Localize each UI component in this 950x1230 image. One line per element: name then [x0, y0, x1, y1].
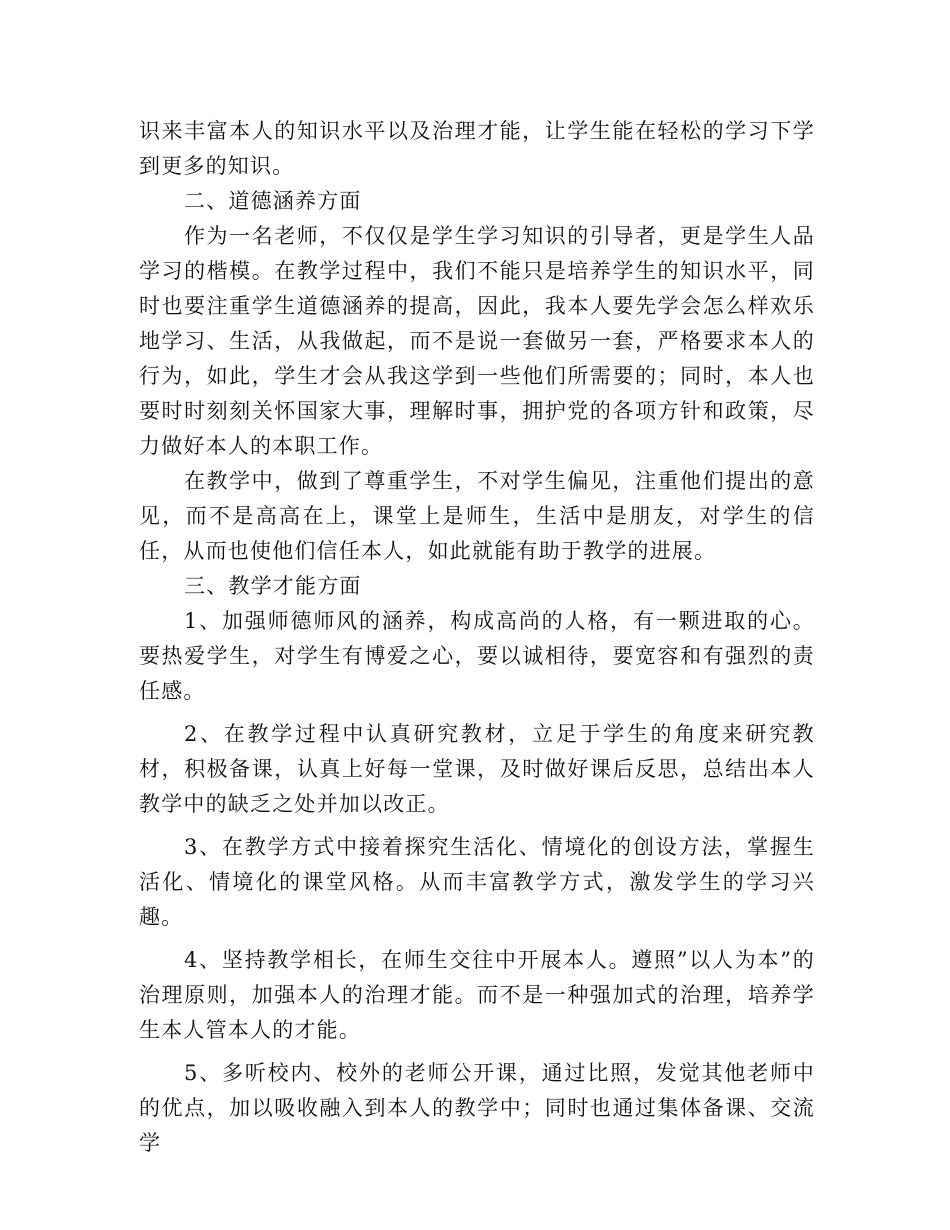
section-heading-moral: 二、道德涵养方面 [184, 189, 362, 213]
body-paragraph: 作为一名老师，不仅仅是学生学习知识的引导者，更是学生人品学习的楷模。在教学过程中，我们不能只是培养学生的知识水平，同时也要注重学生道德涵养的提高，因此，我本人要先学会怎么样欢乐地学习、生活，从我做起，而不是说一套做另一套，严格要求本人的行为，如此，学生才会从我这学到一些他们所需要的；同时，本人也要时时刻刻关怀国家大事，理解时事，拥护党的各项方针和政策，尽力做好本人的本职工作。 [139, 224, 815, 458]
continuation-paragraph: 识来丰富本人的知识水平以及治理才能，让学生能在轻松的学习下学到更多的知识。 [139, 119, 815, 178]
body-paragraph: 在教学中，做到了尊重学生，不对学生偏见，注重他们提出的意见，而不是高高在上，课堂上是师生，生活中是朋友，对学生的信任，从而也使他们信任本人，如此就能有助于教学的进展。 [139, 469, 815, 563]
list-item: 1、加强师德师风的涵养，构成高尚的人格，有一颗进取的心。要热爱学生，对学生有博爱之心，要以诚相待，要宽容和有强烈的责任感。 [139, 609, 815, 703]
list-item: 3、在教学方式中接着探究生活化、情境化的创设方法，掌握生活化、情境化的课堂风格。从而丰富教学方式，激发学生的学习兴趣。 [139, 835, 815, 929]
list-item: 4、坚持教学相长，在师生交往中开展本人。遵照”以人为本”的治理原则，加强本人的治理才能。而不是一种强加式的治理，培养学生本人管本人的才能。 [139, 948, 815, 1042]
list-item: 5、多听校内、校外的老师公开课，通过比照，发觉其他老师中的优点，加以吸收融入到本人的教学中；同时也通过集体备课、交流学 [139, 1061, 815, 1155]
document-body [139, 114, 815, 1161]
list-item: 2、在教学过程中认真研究教材，立足于学生的角度来研究教材，积极备课，认真上好每一堂课，及时做好课后反思，总结出本人教学中的缺乏之处并加以改正。 [139, 722, 815, 816]
section-heading-teaching: 三、教学才能方面 [184, 574, 362, 598]
